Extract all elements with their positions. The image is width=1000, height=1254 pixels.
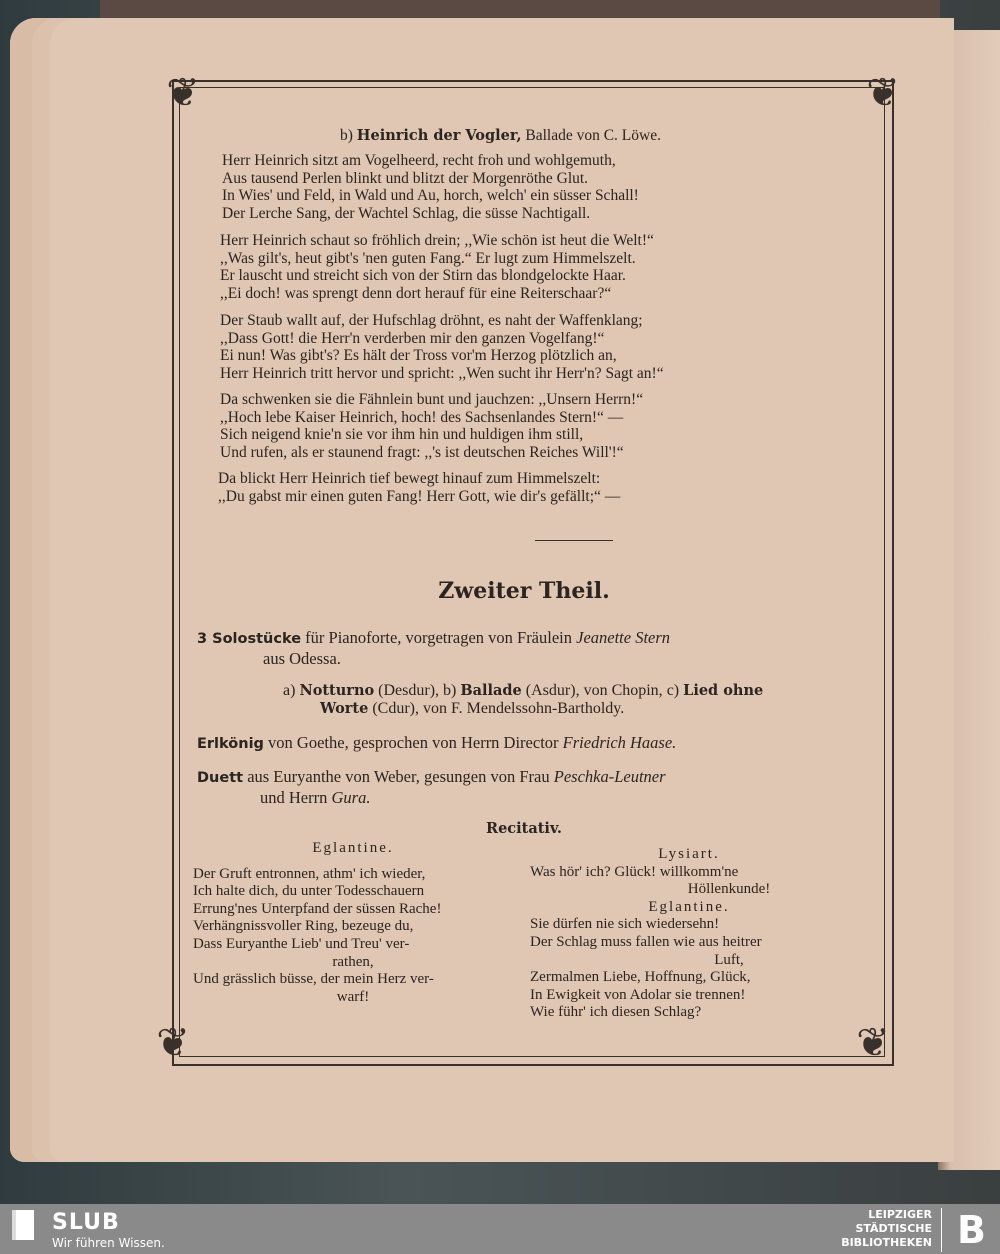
ballad-title: Heinrich der Vogler, [356,127,522,144]
recitativ-left-column [193,840,513,1006]
book-cover-edge [100,0,940,20]
solo-pieces-list [283,682,763,718]
verse-line: ,,Hoch lebe Kaiser Heinrich, hoch! des Sachsenlandes Stern!“ — [220,408,624,426]
recitativ-title: Recitativ. [486,820,562,837]
item-text: aus Odessa. [263,649,341,668]
item-label: b) [340,127,353,144]
ballad-heading [340,127,661,145]
verse-line: Da schwenken sie die Fähnlein bunt und jauchzen: ,,Unsern Herrn!“ [220,391,644,408]
stanza [222,152,639,222]
section-divider [535,540,613,541]
piece-title: Worte [320,700,369,717]
verse-line: Sie dürfen nie sich wiedersehn! [530,916,720,933]
item-label: c) [666,682,680,699]
verse-line: Wie führ' ich diesen Schlag? [530,1004,702,1021]
lsb-line: LEIPZIGER [868,1208,932,1221]
verse-line: ,,Du gabst mir einen guten Fang! Herr Gott, wie dir's gefällt;“ — [218,487,621,505]
item-label: a) [283,682,296,699]
verse-line: Und rufen, als er staunend fragt: ,,'s ist deutschen Reiches Will'!“ [220,443,624,461]
verse-line: Was hör' ich? Glück! willkomm'ne [530,863,739,880]
item-text: (Cdur), von F. Mendelssohn-Bartholdy. [368,700,625,717]
verse-line: Errung'nes Unterpfand der süssen Rache! [193,900,442,917]
verse-line: Ich halte dich, du unter Todesschauern [193,883,425,900]
viewer-footer [0,1204,1000,1254]
verse-line: Verhängnissvoller Ring, bezeuge du, [193,918,414,935]
ballad-composer: Ballade von C. Löwe. [525,127,661,144]
item-label: b) [443,682,457,699]
recitativ-heading [0,820,1000,838]
verse-line: Sich neigend knie'n sie vor ihm hin und huldigen ihm still, [220,426,584,444]
stanza [220,232,654,302]
slub-tagline: Wir führen Wissen. [52,1236,165,1250]
piece-title: Notturno [299,682,375,699]
stanza [220,391,643,461]
verse-line: Zermalmen Liebe, Hoffnung, Glück, [530,969,751,986]
corner-ornament-icon: ❦ [856,1020,890,1066]
verse-line: ,,Ei doch! was sprengt denn dort herauf für eine Reiterschaar?“ [220,284,612,302]
verse-line: In Wies' und Feld, in Wald und Au, horch, welch' ein süsser Schall! [222,187,639,205]
lsb-line: BIBLIOTHEKEN [841,1236,932,1249]
program-item-erlkoenig [197,733,676,754]
verse-line: Ei nun! Was gibt's? Es hält der Tross vor'm Herzog plötzlich an, [220,347,617,365]
lsb-logo-text[interactable] [841,1208,932,1250]
item-text: aus Euryanthe von Weber, gesungen von Frau [243,767,554,786]
piece-title: Lied ohne [683,682,764,699]
program-item-duett [197,767,666,807]
verse-line: Und grässlich büsse, der mein Herz ver- [193,971,434,988]
item-text: (Asdur), von Chopin, [521,682,667,699]
verse-line: Der Gruft entronnen, athm' ich wieder, [193,865,426,882]
speaker-name: Lysiart. [658,846,720,862]
performer-name: Peschka-Leutner [553,767,666,786]
verse-line: ,,Was gilt's, heut gibt's 'nen guten Fang.“ Er lugt zum Himmelszelt. [220,249,636,267]
item-text: und Herrn [260,788,332,807]
verse-line: Da blickt Herr Heinrich tief bewegt hinauf zum Himmelszelt: [218,470,601,487]
verse-line: ,,Dass Gott! die Herr'n verderben mir den ganzen Vogelfang!“ [220,329,605,347]
verse-line: Er lauscht und streicht sich von der Stirn das blondgelockte Haar. [220,267,626,285]
section-title: Zweiter Theil. [438,578,610,604]
verse-line: rathen, [332,953,374,970]
verse-line: Höllenkunde! [687,881,771,898]
verse-line: Der Lerche Sang, der Wachtel Schlag, die süsse Nachtigall. [222,204,591,222]
piece-title: Ballade [460,682,522,699]
performer-name: Gura. [331,788,371,807]
speaker-name: Eglantine. [312,840,394,856]
recitativ-right-column [530,846,848,1022]
stanza [218,470,620,505]
item-text: (Desdur), [374,682,444,699]
logo-separator [941,1208,942,1252]
verse-line: warf! [336,988,370,1005]
program-item-solostuecke [197,628,670,669]
verse-line: Herr Heinrich schaut so fröhlich drein; ,,Wie schön ist heut die Welt!“ [220,232,654,249]
corner-ornament-icon: ❦ [866,70,900,116]
verse-line: Aus tausend Perlen blinkt und blitzt der Morgenröthe Glut. [222,169,589,187]
verse-line: Der Schlag muss fallen wie aus heitrer [530,933,762,950]
performer-name: Jeanette Stern [576,628,671,647]
item-text: für Pianoforte, vorgetragen von Fräulein [301,628,577,647]
lsb-logo-icon: B [957,1208,986,1252]
verse-line: Der Staub wallt auf, der Hufschlag dröhnt, es naht der Waffenklang; [220,312,643,329]
speaker-name: Eglantine. [648,898,730,915]
item-title: Erlkönig [197,736,264,752]
item-text: von Goethe, gesprochen von Herrn Director [263,733,563,752]
corner-ornament-icon: ❦ [166,70,200,116]
item-title: 3 Solostücke [197,631,302,647]
corner-ornament-icon: ❦ [156,1020,190,1066]
slub-book-icon [12,1210,34,1240]
performer-name: Friedrich Haase. [562,733,677,752]
verse-line: Herr Heinrich sitzt am Vogelheerd, recht froh und wohlgemuth, [222,152,616,169]
verse-line: Herr Heinrich tritt hervor und spricht: ,,Wen sucht ihr Herr'n? Sagt an!“ [220,364,664,382]
stanza [220,312,664,382]
lsb-line: STÄDTISCHE [855,1222,932,1235]
slub-logo[interactable]: SLUB [52,1210,120,1235]
item-title: Duett [197,770,244,786]
verse-line: In Ewigkeit von Adolar sie trennen! [530,986,746,1003]
verse-line: Dass Euryanthe Lieb' und Treu' ver- [193,935,410,952]
verse-line: Luft, [714,951,744,968]
